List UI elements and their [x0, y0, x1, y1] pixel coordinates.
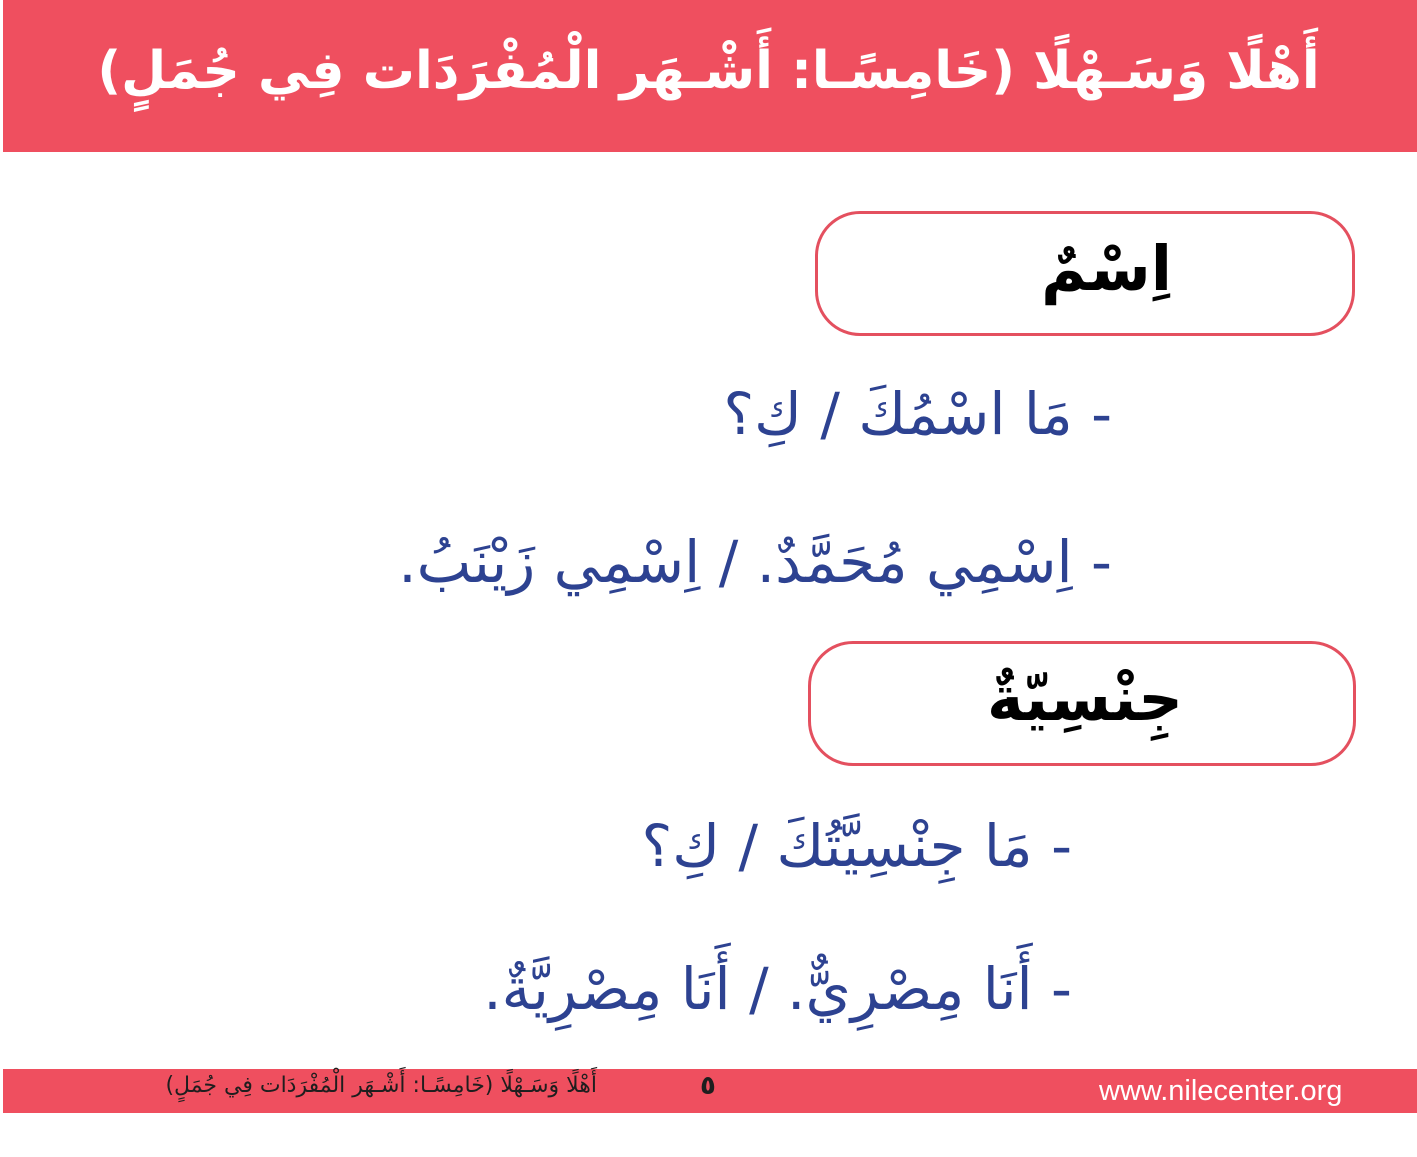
vocab-word: اِسْمٌ [1041, 232, 1172, 305]
example-question: - مَا اسْمُكَ / كِ؟ [723, 380, 1112, 448]
page-title: أَهْلًا وَسَـهْلًا (خَامِسًـا: أَشْـهَر الْمُفْرَدَات فِي جُمَلٍ) [97, 41, 1320, 101]
vocab-word: جِنْسِيّةٌ [987, 662, 1183, 735]
website-link[interactable]: www.nilecenter.org [1099, 1075, 1343, 1107]
example-answer: - اِسْمِي مُحَمَّدٌ. / اِسْمِي زَيْنَبُ. [398, 528, 1112, 596]
example-answer: - أَنَا مِصْرِيٌّ. / أَنَا مِصْرِيَّةٌ. [483, 955, 1072, 1023]
example-question: - مَا جِنْسِيَّتُكَ / كِ؟ [641, 812, 1072, 880]
page-number: ٥ [700, 1071, 716, 1101]
vocab-word-box [815, 211, 1355, 336]
vocab-word-box [808, 641, 1356, 766]
footer-title: أَهْلًا وَسَـهْلًا (خَامِسًـا: أَشْـهَر الْمُفْرَدَات فِي جُمَلٍ) [165, 1073, 597, 1098]
